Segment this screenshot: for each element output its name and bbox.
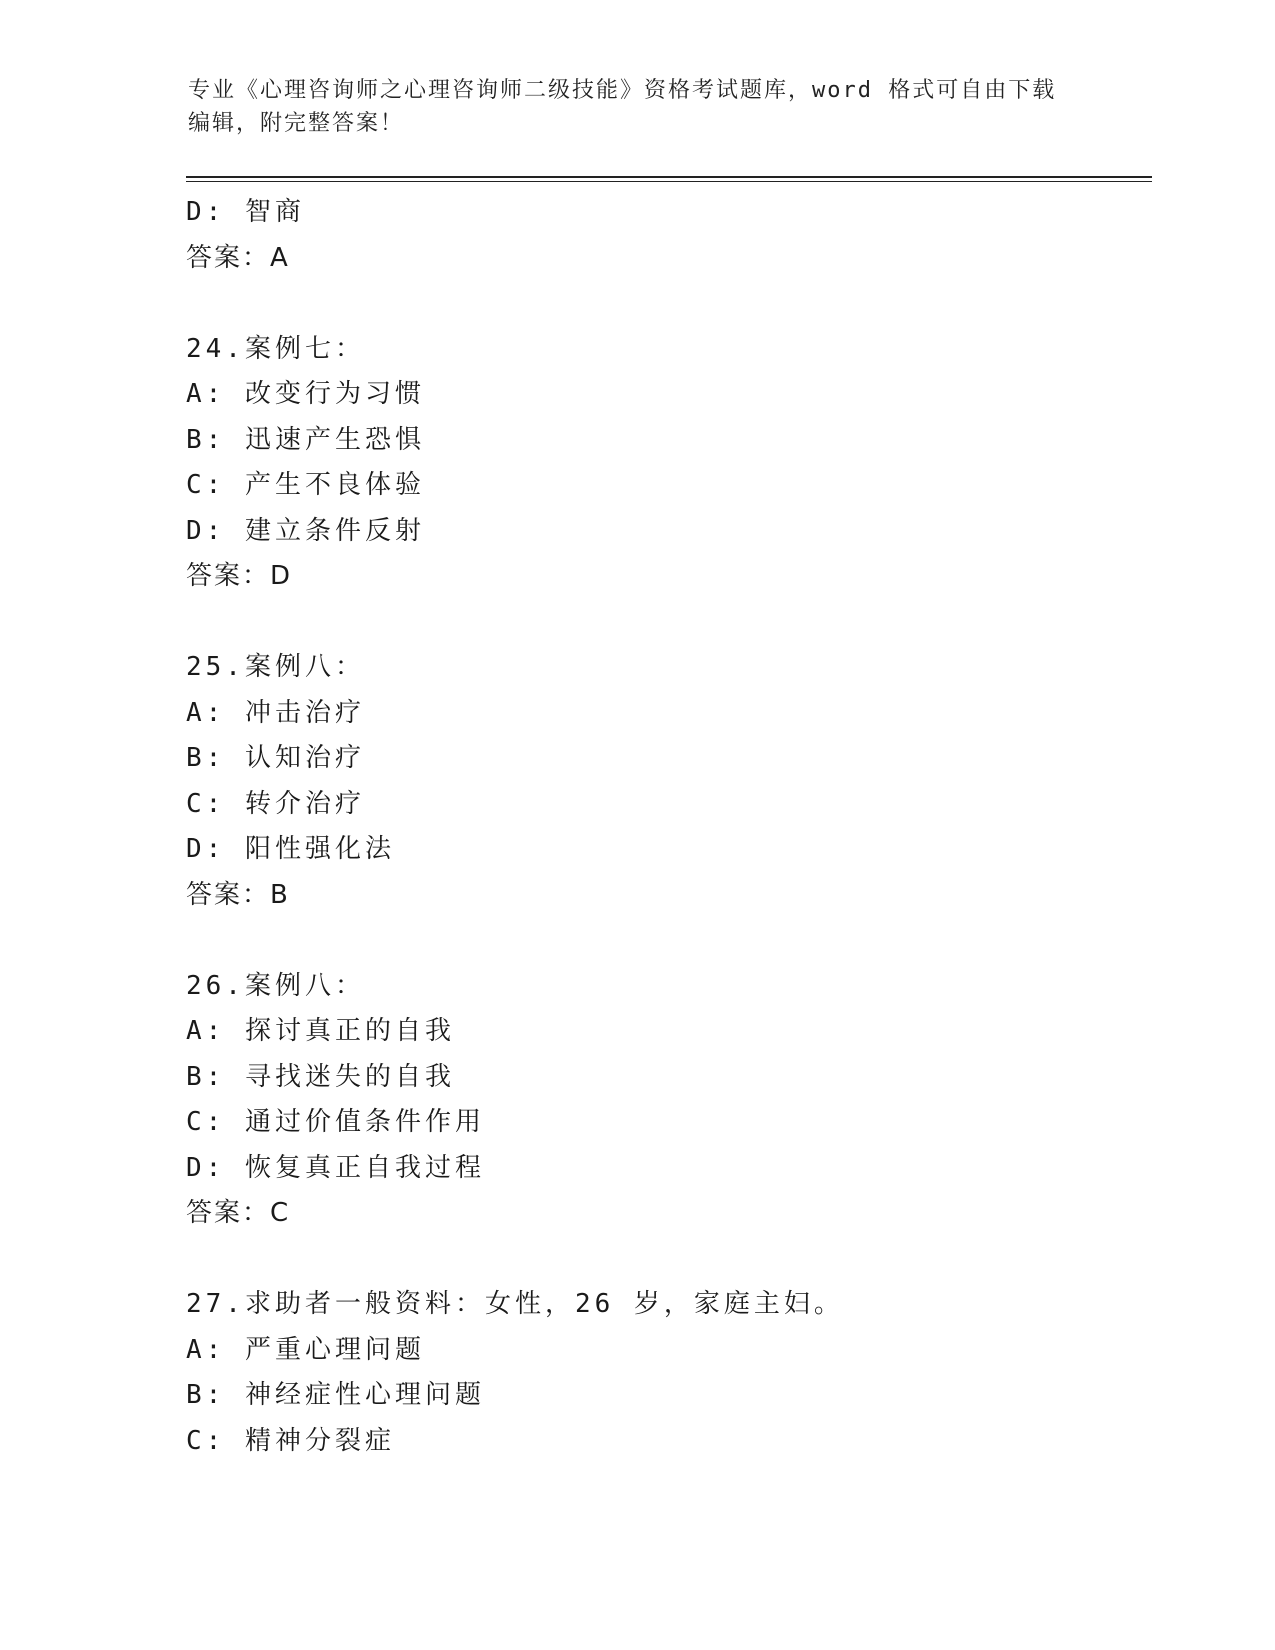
question-title: 26.案例八： xyxy=(186,970,365,1001)
option-d: D: 智商 xyxy=(186,197,305,227)
question-27 xyxy=(186,1282,1146,1464)
option-c: C: 精神分裂症 xyxy=(186,1425,395,1456)
option-a: A: 冲击治疗 xyxy=(186,697,365,728)
option-a: A: 探讨真正的自我 xyxy=(186,1016,455,1046)
document-header xyxy=(188,74,1088,140)
header-divider-top xyxy=(186,176,1152,178)
option-b: B: 迅速产生恐惧 xyxy=(186,424,425,455)
header-divider-bottom xyxy=(186,181,1152,182)
question-list xyxy=(186,190,1146,1464)
option-b: B: 认知治疗 xyxy=(186,743,365,773)
option-d: D: 恢复真正自我过程 xyxy=(186,1152,485,1183)
answer-line: 答案：B xyxy=(186,879,290,910)
spacer xyxy=(186,1237,1146,1283)
question-24 xyxy=(186,327,1146,600)
answer-line: 答案：D xyxy=(186,561,293,591)
option-a: A: 改变行为习惯 xyxy=(186,379,425,409)
header-line-1: 专业《心理咨询师之心理咨询师二级技能》资格考试题库，word 格式可自由下载 xyxy=(188,78,1057,103)
question-title: 27.求助者一般资料：女性，26 岁，家庭主妇。 xyxy=(186,1289,844,1319)
question-title: 25.案例八： xyxy=(186,652,365,682)
option-a: A: 严重心理问题 xyxy=(186,1334,425,1365)
option-b: B: 寻找迷失的自我 xyxy=(186,1061,455,1092)
option-c: C: 通过价值条件作用 xyxy=(186,1107,485,1137)
option-d: D: 建立条件反射 xyxy=(186,515,425,546)
option-d: D: 阳性强化法 xyxy=(186,834,395,864)
header-line-2: 编辑，附完整答案！ xyxy=(188,111,405,136)
answer-line: 答案：C xyxy=(186,1198,291,1228)
question-25 xyxy=(186,645,1146,918)
option-c: C: 转介治疗 xyxy=(186,788,365,819)
spacer xyxy=(186,918,1146,964)
answer-line: 答案：A xyxy=(186,242,290,273)
option-c: C: 产生不良体验 xyxy=(186,470,425,500)
question-26 xyxy=(186,964,1146,1237)
spacer xyxy=(186,281,1146,327)
question-title: 24.案例七： xyxy=(186,333,365,364)
option-b: B: 神经症性心理问题 xyxy=(186,1380,485,1410)
spacer xyxy=(186,600,1146,646)
